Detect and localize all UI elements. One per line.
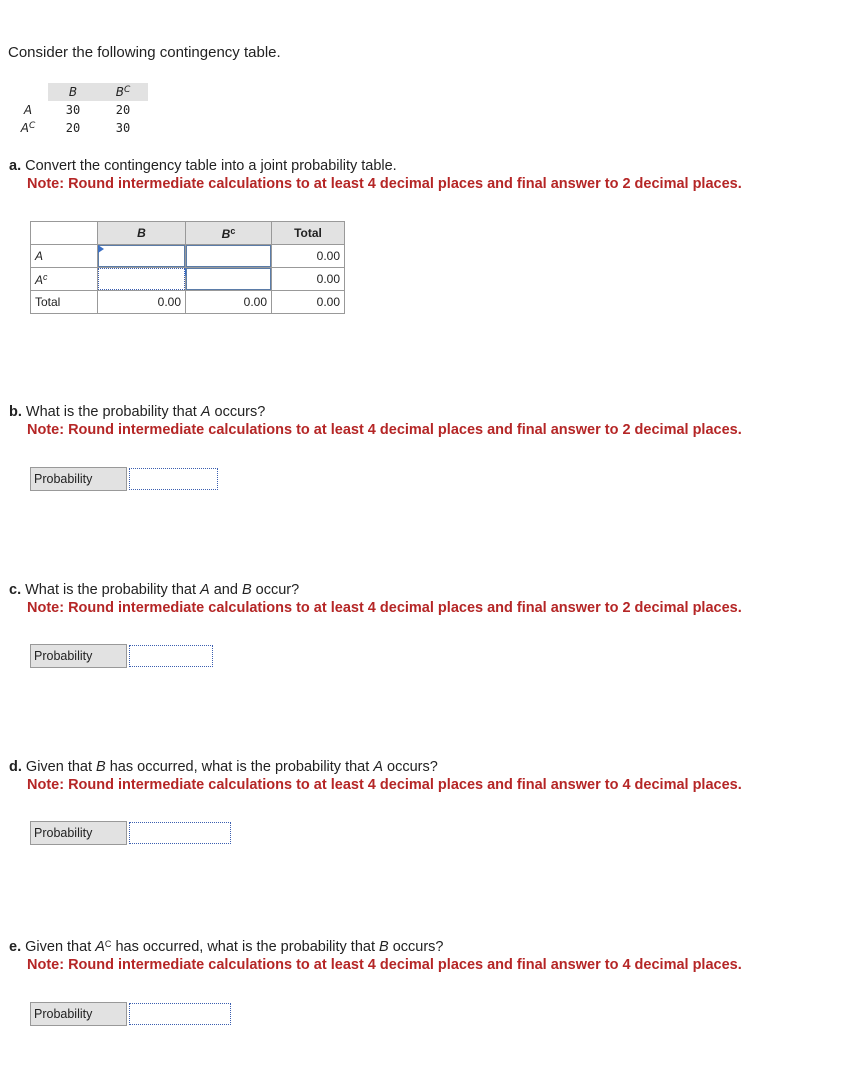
input-a-bc[interactable] bbox=[186, 245, 271, 267]
prob-row-b bbox=[30, 467, 218, 491]
input-marker-icon bbox=[98, 245, 104, 253]
joint-cell-a-b bbox=[98, 245, 186, 268]
part-e: e. Given that $A^C$ has occurred, what is the probability that B occurs? Note: Round intermediate calculations to at least 4 decimal places and final answer to 4 decimal places. bbox=[9, 939, 742, 973]
joint-row-ac: $A^c$ bbox=[31, 268, 98, 291]
intro-text: Consider the following contingency table. bbox=[8, 44, 281, 61]
part-a-question: Convert the contingency table into a joint probability table. bbox=[25, 158, 397, 174]
joint-header-b: B bbox=[98, 222, 186, 245]
joint-cell-ac-b bbox=[98, 268, 186, 291]
joint-cell-ac-bc bbox=[186, 268, 272, 291]
joint-row-total: Total bbox=[31, 291, 98, 314]
joint-cell-a-bc bbox=[186, 245, 272, 268]
prob-label: Probability bbox=[30, 821, 127, 845]
joint-header-total: Total bbox=[272, 222, 345, 245]
part-e-note: Note: Round intermediate calculations to at least 4 decimal places and final answer to 4 decimal places. bbox=[27, 957, 742, 973]
part-b-note: Note: Round intermediate calculations to at least 4 decimal places and final answer to 2 decimal places. bbox=[27, 422, 742, 438]
joint-total-b: 0.00 bbox=[98, 291, 186, 314]
cell-ac-bc: 30 bbox=[115, 121, 131, 135]
prob-input-c[interactable] bbox=[129, 645, 213, 667]
input-ac-bc[interactable] bbox=[186, 268, 271, 290]
col-header-bc: $B^C$ bbox=[98, 83, 148, 101]
prob-row-e bbox=[30, 1002, 231, 1026]
prob-input-d[interactable] bbox=[129, 822, 231, 844]
cell-ac-b: 20 bbox=[65, 121, 81, 135]
cell-a-bc: 20 bbox=[115, 103, 131, 117]
part-a-note: Note: Round intermediate calculations to at least 4 decimal places and final answer to 2 decimal places. bbox=[27, 176, 742, 192]
prob-label: Probability bbox=[30, 644, 127, 668]
joint-row-a: A bbox=[31, 245, 98, 268]
prob-row-d bbox=[30, 821, 231, 845]
input-ac-b[interactable] bbox=[98, 268, 185, 290]
prob-input-b[interactable] bbox=[129, 468, 218, 490]
joint-total-ac: 0.00 bbox=[272, 268, 345, 291]
joint-total-bc: 0.00 bbox=[186, 291, 272, 314]
row-header-ac: $A^C$ bbox=[20, 121, 36, 135]
part-c-note: Note: Round intermediate calculations to at least 4 decimal places and final answer to 2 decimal places. bbox=[27, 600, 742, 616]
joint-total-a: 0.00 bbox=[272, 245, 345, 268]
cell-a-b: 30 bbox=[65, 103, 81, 117]
part-c: c. What is the probability that A and B occur? Note: Round intermediate calculations to at least 4 decimal places and final answer to 2 decimal places. bbox=[9, 582, 742, 616]
col-header-b: B bbox=[48, 83, 98, 101]
joint-header-bc: $B^c$ bbox=[186, 222, 272, 245]
input-a-b[interactable] bbox=[98, 245, 185, 267]
contingency-table bbox=[8, 83, 148, 137]
prob-label: Probability bbox=[30, 1002, 127, 1026]
joint-probability-table bbox=[30, 221, 345, 314]
prob-input-e[interactable] bbox=[129, 1003, 231, 1025]
prob-label: Probability bbox=[30, 467, 127, 491]
part-b: b. What is the probability that A occurs? Note: Round intermediate calculations to at least 4 decimal places and final answer to 2 decimal places. bbox=[9, 404, 742, 438]
part-d-note: Note: Round intermediate calculations to at least 4 decimal places and final answer to 4 decimal places. bbox=[27, 777, 742, 793]
part-a: a. Convert the contingency table into a joint probability table. Note: Round intermediate calculations to at least 4 decimal places and final answer to 2 decimal places. bbox=[9, 158, 742, 192]
part-d: d. Given that B has occurred, what is the probability that A occurs? Note: Round intermediate calculations to at least 4 decimal places and final answer to 4 decimal places. bbox=[9, 759, 742, 793]
prob-row-c bbox=[30, 644, 213, 668]
joint-grand-total: 0.00 bbox=[272, 291, 345, 314]
row-header-a: A bbox=[23, 103, 33, 117]
